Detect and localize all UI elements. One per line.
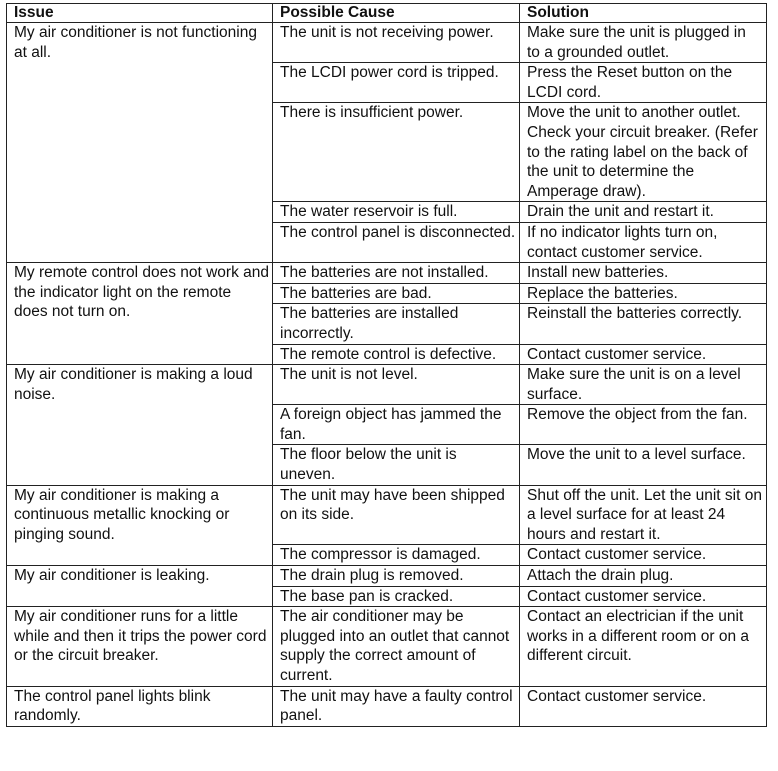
solution-cell: Move the unit to another outlet. Check your circuit breaker. (Refer to the rating label on the back of the unit to determine the Amperage draw). [520,103,767,202]
table-row [7,607,767,686]
table-body [7,23,767,727]
cause-cell: The batteries are not installed. [273,263,520,284]
cause-cell: The LCDI power cord is tripped. [273,63,520,103]
cause-cell: The batteries are bad. [273,283,520,304]
table-row [7,686,767,726]
cause-cell: The remote control is defective. [273,344,520,365]
solution-cell: Contact customer service. [520,545,767,566]
solution-cell: Make sure the unit is on a level surface. [520,365,767,405]
solution-cell: Replace the batteries. [520,283,767,304]
solution-cell: If no indicator lights turn on, contact customer service. [520,222,767,262]
solution-cell: Drain the unit and restart it. [520,202,767,223]
cause-cell: The floor below the unit is uneven. [273,445,520,485]
table-header-row [7,4,767,23]
issue-cell: The control panel lights blink randomly. [7,686,273,726]
cause-cell: The air conditioner may be plugged into an outlet that cannot supply the correct amount of current. [273,607,520,686]
issue-cell: My air conditioner is making a loud noise. [7,365,273,486]
cause-cell: The drain plug is removed. [273,566,520,587]
table-row [7,566,767,587]
issue-cell: My air conditioner runs for a little while and then it trips the power cord or the circuit breaker. [7,607,273,686]
cause-cell: The unit is not level. [273,365,520,405]
solution-cell: Remove the object from the fan. [520,405,767,445]
table-row [7,485,767,545]
cause-cell: The control panel is disconnected. [273,222,520,262]
solution-cell: Reinstall the batteries correctly. [520,304,767,344]
solution-cell: Contact customer service. [520,586,767,607]
solution-cell: Contact an electrician if the unit works in a different room or on a different circuit. [520,607,767,686]
issue-cell: My air conditioner is not functioning at all. [7,23,273,263]
table-row [7,23,767,63]
cause-cell: The unit may have been shipped on its side. [273,485,520,545]
cause-cell: A foreign object has jammed the fan. [273,405,520,445]
solution-cell: Press the Reset button on the LCDI cord. [520,63,767,103]
solution-cell: Contact customer service. [520,344,767,365]
solution-cell: Contact customer service. [520,686,767,726]
troubleshooting-table [6,3,767,727]
table-row [7,365,767,405]
cause-cell: The unit may have a faulty control panel. [273,686,520,726]
cause-cell: The unit is not receiving power. [273,23,520,63]
issue-cell: My air conditioner is making a continuous metallic knocking or pinging sound. [7,485,273,565]
solution-cell: Make sure the unit is plugged in to a grounded outlet. [520,23,767,63]
issue-cell: My air conditioner is leaking. [7,566,273,607]
cause-cell: The base pan is cracked. [273,586,520,607]
table-row [7,263,767,284]
solution-column-header: Solution [520,4,767,23]
issue-cell: My remote control does not work and the indicator light on the remote does not turn on. [7,263,273,365]
cause-column-header: Possible Cause [273,4,520,23]
cause-cell: There is insufficient power. [273,103,520,202]
cause-cell: The compressor is damaged. [273,545,520,566]
cause-cell: The batteries are installed incorrectly. [273,304,520,344]
solution-cell: Shut off the unit. Let the unit sit on a level surface for at least 24 hours and restart it. [520,485,767,545]
issue-column-header: Issue [7,4,273,23]
solution-cell: Install new batteries. [520,263,767,284]
cause-cell: The water reservoir is full. [273,202,520,223]
solution-cell: Attach the drain plug. [520,566,767,587]
solution-cell: Move the unit to a level surface. [520,445,767,485]
